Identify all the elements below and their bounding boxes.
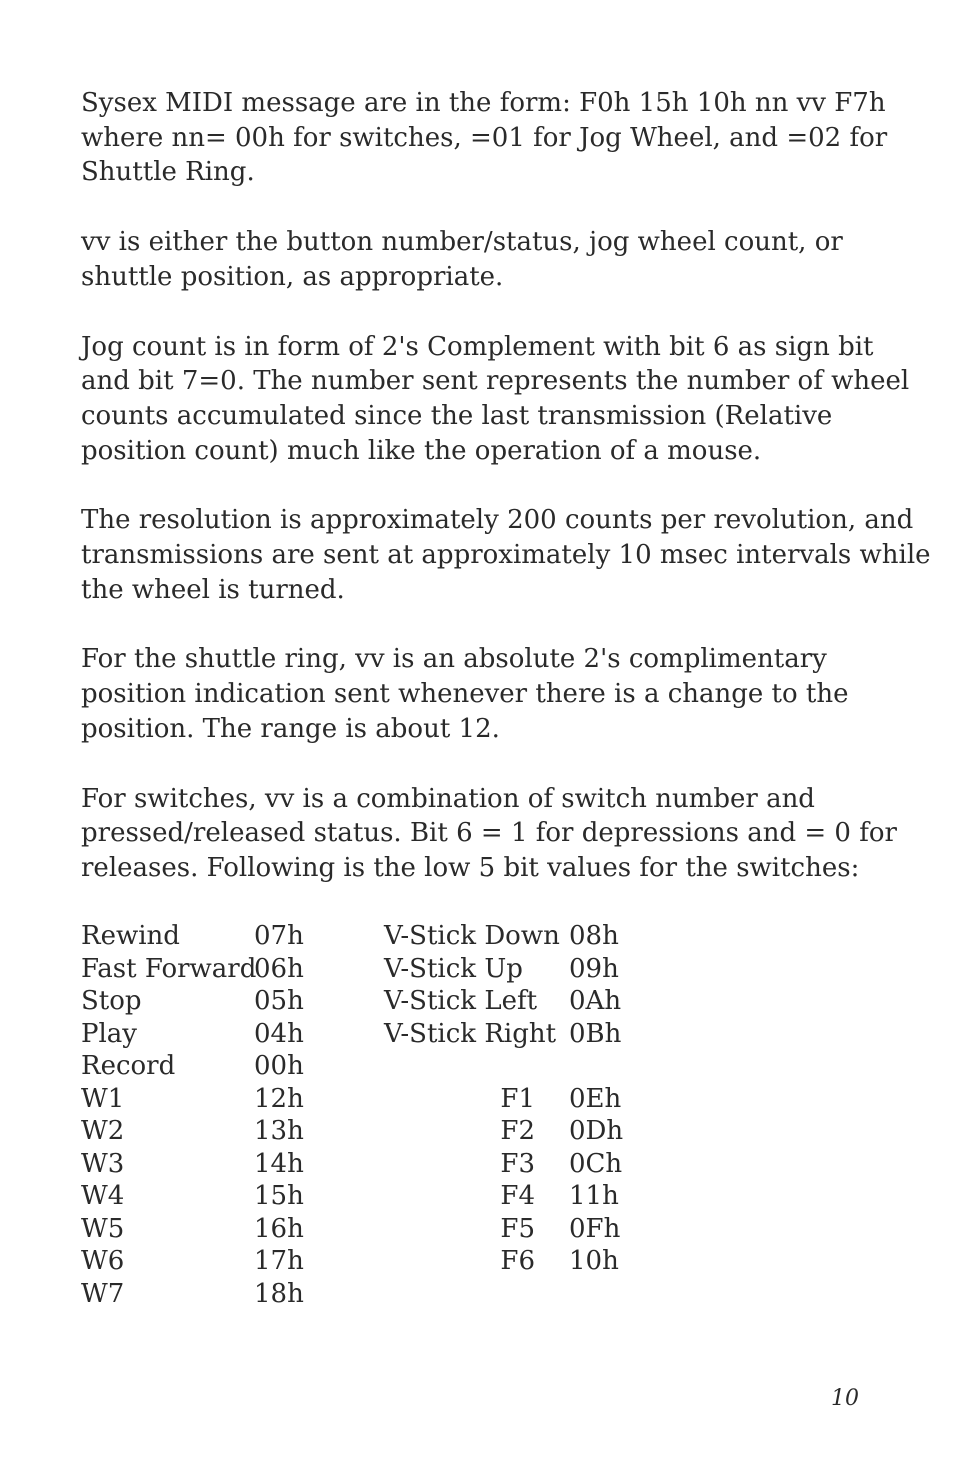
text-line: counts accumulated since the last transmission (Relative [81,400,833,431]
switch-name: W4 [81,1181,125,1211]
switch-name: F4 [500,1181,535,1211]
switch-value: 15h [254,1181,304,1211]
switch-name: V-Stick Down [384,921,560,951]
switch-value: 0Dh [569,1116,624,1146]
text-line: Jog count is in form of 2's Complement with bit 6 as sign bit [81,331,874,362]
switch-name: V-Stick Up [384,953,523,984]
spacer [384,1050,560,1083]
text-line: position indication sent whenever there is a change to the [81,679,849,710]
switch-value: 16h [254,1213,304,1244]
switch-name: F5 [500,1213,535,1244]
switch-value: 06h [254,953,304,984]
switch-value: 0Bh [569,1018,622,1049]
switch-value: 13h [254,1116,304,1146]
switch-value: 0Eh [569,1083,622,1114]
left-name-column [81,920,256,1310]
paragraph-resolution [81,503,931,607]
text-line: the wheel is turned. [81,574,345,605]
switch-value: 0Ah [569,986,622,1016]
switch-name: Fast Forward [81,953,257,984]
switch-value: 05h [254,986,304,1016]
right-value-column [569,920,623,1278]
switch-value: 11h [569,1181,619,1211]
text-line: The resolution is approximately 200 counts per revolution, and [81,505,914,536]
switch-value: 0Fh [569,1213,621,1244]
left-value-column [254,920,304,1310]
switch-name: Rewind [81,921,180,951]
switch-name: V-Stick Right [384,1018,557,1049]
switch-name: F2 [500,1116,535,1146]
switch-value: 0Ch [569,1148,623,1179]
paragraph-sysex-format [81,86,888,190]
switch-name: W1 [81,1083,125,1114]
text-line: releases. Following is the low 5 bit values for the switches: [81,852,860,883]
text-line: where nn= 00h for switches, =01 for Jog Wheel, and =02 for [81,122,888,153]
switch-name: Record [81,1051,176,1081]
text-line: Shuttle Ring. [81,157,255,188]
text-line: For the shuttle ring, vv is an absolute 2's complimentary [81,644,827,675]
switch-value: 17h [254,1246,304,1276]
switch-value: 04h [254,1018,304,1049]
switch-name: W7 [81,1278,125,1309]
text-line: position count) much like the operation of a mouse. [81,435,762,466]
page-number: 10 [831,1386,859,1411]
switch-name: W5 [81,1213,125,1244]
text-line: and bit 7=0. The number sent represents the number of wheel [81,366,910,397]
switch-name: Stop [81,986,142,1016]
switch-value: 12h [254,1083,304,1114]
switch-value: 10h [569,1246,619,1276]
switch-value: 00h [254,1051,304,1081]
switch-name: W2 [81,1116,125,1146]
switch-value: 09h [569,953,619,984]
spacer [569,1050,623,1083]
text-line: For switches, vv is a combination of switch number and [81,783,815,814]
switch-name: W6 [81,1246,125,1276]
paragraph-switches [81,782,897,886]
text-line: vv is either the button number/status, jog wheel count, or [81,227,843,258]
paragraph-shuttle-ring [81,642,881,746]
switch-name: V-Stick Left [384,986,538,1016]
switch-name: F6 [500,1246,535,1276]
text-line: shuttle position, as appropriate. [81,261,504,292]
paragraph-jog-count [81,330,910,469]
switch-value: 14h [254,1148,304,1179]
switch-value: 07h [254,921,304,951]
text-line: Sysex MIDI message are in the form: F0h 15h 10h nn vv F7h [81,88,886,118]
switch-name: F3 [500,1148,535,1179]
text-line: transmissions are sent at approximately 10 msec intervals while [81,540,931,571]
switch-name: Play [81,1018,137,1049]
switch-value: 08h [569,921,619,951]
right-name-column [384,920,560,1278]
document-body [81,86,931,921]
switch-name: F1 [500,1083,535,1114]
text-line: position. The range is about 12. [81,713,500,744]
switch-value: 18h [254,1278,304,1309]
switch-name: W3 [81,1148,125,1179]
paragraph-vv-description [81,225,881,294]
text-line: pressed/released status. Bit 6 = 1 for depressions and = 0 for [81,818,897,849]
